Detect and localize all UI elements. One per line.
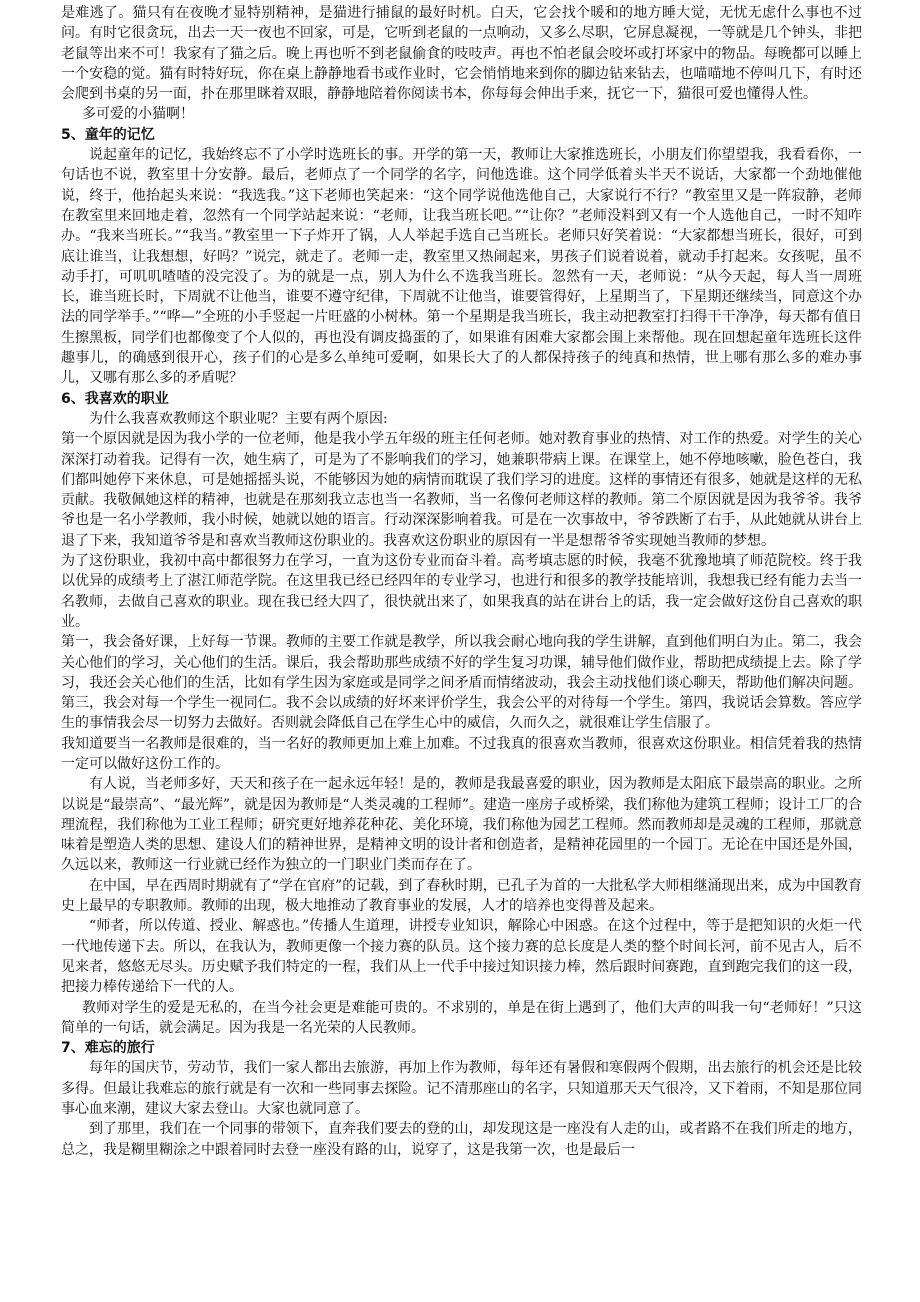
paragraph: 第一，我会备好课，上好每一节课。教师的主要工作就是教学，所以我会耐心地向我的学生讲解，直到他们明白为止。第二，我会关心他们的学习，关心他们的生活。课后，我会帮助那些成绩不好的学生复习功课，辅导他们做作业，帮助把成绩提上去。除了学习，我还会关心他们的生活，比如有学生因为家庭或是同学之间矛盾而情绪波动，我会主动找他们谈心聊天，帮助他们解决问题。第三，我会对每一个学生一视同仁。我不会以成绩的好坏来评价学生，我会公平的对待每一个学生。第四，我说话会算数。答应学生的事情我会尽一切努力去做好。否则就会降低自己在学生心中的威信，久而久之，就很难让学生信服了。: [61, 634, 862, 732]
paragraph: 说起童年的记忆，我始终忘不了小学时选班长的事。开学的第一天，教师让大家推选班长，小朋友们你望望我，我看看你，一句话也不说，教室里十分安静。最后，老师点了一个同学的名字，问他选谁。这个同学低着头半天不说话，大家都一个劲地催他说，终于，他抬起头来说：“我选我。”这下老师也笑起来：“这个同学说他选他自己，大家说行不行？”教室里又是一阵寂静，老师在教室里来回地走着，忽然有一个同学站起来说：“老师，让我当班长吧。”“让你？”老师没料到又有一个人选他自己，一时不知咋办。“我来当班长。”“我当。”教室里一下子炸开了锅，人人举起手选自己当班长。老师只好笑着说：“大家都想当班长，很好，可到底让谁当，让我想想，好吗？”说完，就走了。老师一走，教室里又热闹起来，男孩子们说着说着，就动手打起来。女孩呢，虽不动手打，可叽叽喳喳的没完没了。为的就是一点，别人为什么不选我当班长。忽然有一天，老师说：“从今天起，每人当一周班长，谁当班长时，下周就不让他当，谁要不遵守纪律，下周就不让他当，谁要管得好，上星期当了，下星期还继续当，同意这个办法的同学举手。”“哗—”全班的小手竖起一片旺盛的小树林。第一个星期是我当班长，我主动把教室打扫得干干净净，每天都有值日生擦黑板，同学们也都像变了个人似的，再也没有调皮捣蛋的了，如果谁有困难大家都会围上来帮他。现在回想起童年选班长这件趣事儿，的确感到很开心，孩子们的心是多么单纯可爱啊，如果长大了的人都保持孩子的纯真和热情，世上哪有那么多的难办事儿，又哪有那么多的矛盾呢？: [61, 147, 862, 387]
paragraph: 在中国，早在西周时期就有了“学在官府”的记载，到了春秋时期，已孔子为首的一大批私学大师相继涌现出来，成为中国教育史上最早的专职教师。教师的出现，极大地推动了教育事业的发展，人才的培养也变得普及起来。: [61, 877, 862, 915]
intro-paragraph: 是难逃了。猫只有在夜晚才显特别精神，是猫进行捕鼠的最好时机。白天，它会找个暖和的地方睡大觉，无忧无虑什么事也不过问。有时它很贪玩，出去一天一夜也不回家，可是，它听到老鼠的一点响动，又多么尽职，它屏息凝视，一等就是几个钟头，非把老鼠等出来不可！我家有了猫之后。晚上再也听不到老鼠偷食的吱吱声。再也不怕老鼠会咬坏或打坏家中的物品。每晚都可以睡上一个安稳的觉。猫有时特好玩，你在桌上静静地看书或作业时，它会悄悄地来到你的脚边钻来钻去，也喵喵地不停叫几下，有时还会爬到书桌的另一面，扑在那里眯着双眼，静静地陪着你阅读书本，你每每会伸出手来，抚它一下，猫很可爱也懂得人性。: [61, 5, 862, 103]
paragraph: 到了那里，我们在一个同事的带领下，直奔我们要去的登的山，却发现这是一座没有人走的山，或者路不在我们所走的地方，总之，我是糊里糊涂之中跟着同时去登一座没有路的山，说穿了，这是我第一次，也是最后一: [61, 1121, 862, 1158]
paragraph: “师者，所以传道、授业、解惑也。”传播人生道理，讲授专业知识，解除心中困惑。在这个过程中，等于是把知识的火炬一代一代地传递下去。所以，在我认为，教师更像一个接力赛的队员。这个接力赛的总长度是人类的整个时间长河，前不见古人，后不见来者，悠悠无尽头。历史赋予我们特定的一程，我们从上一代手中接过知识接力棒，然后跟时间赛跑，直到跑完我们的这一段，把接力棒传递给下一代的人。: [61, 918, 862, 996]
section-favorite-career: [61, 389, 862, 1039]
paragraph: 教师对学生的爱是无私的，在当今社会更是难能可贵的。不求别的，单是在街上遇到了，他们大声的叫我一句“老师好！”只这简单的一句话，就会满足。因为我是一名光荣的人民教师。: [61, 999, 862, 1036]
section-heading: 5、童年的记忆: [61, 126, 155, 143]
paragraph: 第一个原因就是因为我小学的一位老师，他是我小学五年级的班主任何老师。她对教育事业的热情、对工作的热爱。对学生的关心深深打动着我。记得有一次，她生病了，可是为了不影响我们的学习，她兼职带病上课。在课堂上，她不停地咳嗽，脸色苍白，我们都叫她停下来休息，可是她摇摇头说，不能够因为她的病情而耽误了我们学习的进度。这样的事情还有很多，她就是这样的无私贡献。我敬佩她这样的精神，也就是在那刻我立志也当一名教师，当一名像何老师这样的教师。第二个原因就是因为我爷爷。我爷爷也是一名小学教师，我小时候，她就以她的语言。行动深深影响着我。可是在一次事故中，爷爷跌断了右手，从此她就从讲台上退了下来，我知道爷爷是和喜欢当教师这份职业的。我喜欢这份职业的原因有一半是想帮爷爷实现她当教师的梦想。: [61, 431, 862, 549]
section-memorable-trip: [61, 1038, 862, 1160]
section-childhood-memory: [61, 125, 862, 389]
intro-closing: 多可爱的小猫啊！: [82, 106, 194, 123]
paragraph: 每年的国庆节，劳动节，我们一家人都出去旅游，再加上作为教师，每年还有暑假和寒假两个假期，出去旅行的机会还是比较多得。但最让我难忘的旅行就是有一次和一些同事去探险。记不清那座山的名字，只知道那天天气很冷，又下着雨，不知是那位同事心血来潮，建议大家去登山。大家也就同意了。: [61, 1060, 862, 1118]
paragraph: 为了这份职业，我初中高中都很努力在学习，一直为这份专业而奋斗着。高考填志愿的时候，我毫不犹豫地填了师范院校。终于我以优异的成绩考上了湛江师范学院。在这里我已经已经四年的专业学习，也进行和很多的教学技能培训，我想我已经有能力去当一名教师，去做自己喜欢的职业。现在我已经大四了，很快就出来了，如果我真的站在讲台上的话，我一定会做好这份自己喜欢的职业。: [61, 553, 862, 630]
section-heading: 7、难忘的旅行: [61, 1040, 155, 1057]
paragraph: 为什么我喜欢教师这个职业呢？主要有两个原因:: [89, 410, 388, 427]
paragraph: 有人说，当老师多好，天天和孩子在一起永远年轻！是的，教师是我最喜爱的职业，因为教师是太阳底下最崇高的职业。之所以说是“最崇高”、“最光辉”，就是因为教师是“人类灵魂的工程师”。建造一座房子或桥梁，我们称他为建筑工程师；设计工厂的合理流程，我们称他为工业工程师；研究更好地养花种花、美化环境，我们称他为园艺工程师。然而教师却是灵魂的工程师，那就意味着是塑造人类的思想、建设人们的精神世界，是精神文明的设计者和创造者，是精神花园里的一个园丁。无论在中国还是外国，久远以来，教师这一行业就已经作为独立的一门职业门类而存在了。: [61, 776, 862, 874]
section-heading: 6、我喜欢的职业: [61, 390, 169, 407]
paragraph: 我知道要当一名教师是很难的，当一名好的教师更加上难上加难。不过我真的很喜欢当教师，很喜欢这份职业。相信凭着我的热情一定可以做好这份工作的。: [61, 735, 862, 772]
